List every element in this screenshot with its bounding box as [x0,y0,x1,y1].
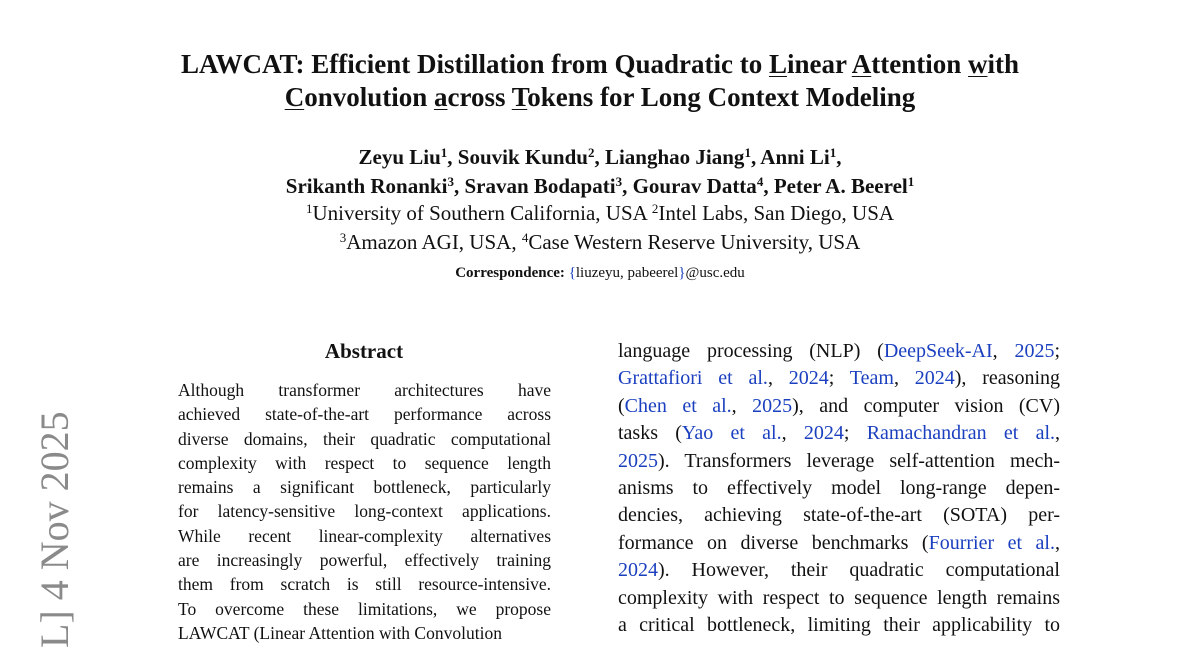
affiliation-line-2 [100,228,1100,257]
correspondence-close-brace: } [678,265,686,281]
abstract-heading: Abstract [324,339,404,363]
correspondence-names[interactable]: liuzeyu, pabeerel [575,265,679,281]
intro-text: language processing (NLP) ( [618,340,884,362]
intro-line [618,530,1060,557]
intro-text: ), and computer vision (CV) [792,394,1060,417]
abstract-line: To overcome these limitations, we propose [178,598,551,619]
citation-link[interactable]: 2024 [914,367,955,390]
citation-link[interactable]: Team [849,367,894,390]
intro-text: formance on diverse benchmarks ( [618,531,929,554]
title-text: okens for Long Context Modeling [527,82,916,112]
correspondence-domain[interactable]: @usc.edu [685,265,745,281]
intro-line [618,365,1060,392]
citation-link[interactable]: Chen et al. [624,394,732,417]
abstract-line: remains a significant bottleneck, particularly [178,477,551,498]
title-acronym-letter: A [851,49,872,79]
author-separator: , [594,145,605,169]
intro-text: , [731,394,753,417]
intro-text: a critical bottleneck, limiting their applicability to [618,614,1060,637]
intro-text: , [781,422,804,445]
intro-text: , [767,367,789,390]
citation-link[interactable]: 2024 [803,422,844,445]
introduction-text [618,338,1060,639]
abstract-line: for latency-sensitive long-context applications. [178,501,551,522]
affiliation-text: Amazon AGI, USA, [346,230,522,254]
author-affiliation-marker: 1 [440,145,448,160]
abstract-line: While recent linear-complexity alternatives [178,525,551,546]
author-separator: , [453,174,465,198]
abstract-line: are increasingly powerful, effectively training [178,550,551,571]
intro-text: , [1055,531,1060,554]
author-affiliation-marker: 1 [744,145,751,160]
title-acronym-letter: L [768,49,787,79]
intro-line [618,393,1060,420]
intro-line [618,612,1060,639]
citation-link[interactable]: Ramachandran et al. [866,422,1056,445]
intro-text: ( [618,394,625,417]
title-line-2 [100,81,1100,114]
citation-link[interactable]: Fourrier et al. [928,531,1055,554]
citation-link[interactable]: 2025 [752,394,793,417]
intro-line [618,338,1060,365]
author-name: Lianghao Jiang [604,145,745,169]
intro-text: ). However, their quadratic computational [658,559,1060,582]
intro-text: , [1055,422,1061,445]
citation-link[interactable]: 2024 [618,559,658,582]
author-separator: , [836,145,842,169]
citation-link[interactable]: Grattafiori et al. [618,367,768,390]
affiliation-marker: 3 [339,230,347,245]
author-affiliation-marker: 3 [447,174,454,189]
author-separator: , [447,145,458,169]
author-separator: , [763,174,774,198]
citation-link[interactable]: 2025 [618,449,658,472]
intro-text: ), reasoning [954,367,1061,390]
author-name: Anni Li [760,145,830,169]
intro-text: anisms to effectively model long-range depen- [618,477,1060,500]
citation-link[interactable]: Yao et al. [681,422,782,445]
intro-line [618,448,1060,475]
citation-link[interactable]: 2024 [788,367,829,390]
title-acronym-letter: w [967,49,988,79]
intro-text: , [893,367,915,390]
arxiv-side-stamp: L] 4 Nov 2025 [32,411,77,648]
correspondence-label: Correspondence: [455,265,565,281]
abstract-line: achieved state-of-the-art performance across [178,404,551,425]
intro-text: ; [828,367,850,390]
correspondence-open-brace: { [568,265,576,281]
author-affiliation-marker: 2 [587,145,595,160]
abstract-line: LAWCAT (Linear Attention with Convolution [178,622,502,643]
author-name: Gourav Datta [632,174,757,198]
affiliation-text: University of Southern California, USA [312,201,652,225]
author-line-1 [100,143,1100,172]
intro-line [618,585,1060,612]
title-text: cross [447,82,512,112]
title-text: LAWCAT: Efficient Distillation from Quadratic to [181,49,769,79]
intro-line [618,502,1060,529]
correspondence [100,263,1100,283]
citation-link[interactable]: 2025 [1014,340,1055,362]
title-acronym-letter: C [284,82,305,112]
paper-title [100,48,1100,114]
intro-text: complexity with respect to sequence length remains [618,586,1060,609]
abstract-line: them from scratch is still resource-intensive. [178,574,551,595]
title-text: ttention [871,49,968,79]
affiliation-line-1 [100,199,1100,228]
intro-line [618,420,1060,447]
title-acronym-letter: a [433,82,448,112]
citation-link[interactable]: DeepSeek-AI [883,340,993,362]
author-name: Peter A. Beerel [773,174,908,198]
author-name: Srikanth Ronanki [285,174,448,198]
affiliation-marker: 2 [651,201,659,216]
intro-text: ; [1054,340,1060,362]
abstract-line: Although transformer architectures have [178,380,551,400]
author-affiliation-marker: 1 [829,145,837,160]
author-list [100,143,1100,201]
affiliation-marker: 4 [521,230,529,245]
title-acronym-letter: T [511,82,528,112]
author-separator: , [750,145,761,169]
affiliation-text: Intel Labs, San Diego, USA [658,201,895,225]
author-name: Zeyu Liu [358,145,441,169]
abstract-body [178,378,551,645]
author-affiliation-marker: 4 [756,174,764,189]
title-text: ith [987,49,1019,79]
intro-text: ). Transformers leverage self-attention mech- [658,449,1060,472]
author-separator: , [622,174,633,198]
affiliation-marker: 1 [305,201,313,216]
title-text: inear [786,49,852,79]
author-name: Souvik Kundu [457,145,588,169]
intro-text: ; [843,422,867,445]
author-name: Sravan Bodapati [464,174,616,198]
title-line-1 [100,48,1100,81]
author-affiliation-marker: 1 [907,174,915,189]
intro-text: tasks ( [618,422,682,445]
abstract-line: diverse domains, their quadratic computational [178,428,551,449]
affiliations [100,199,1100,257]
author-affiliation-marker: 3 [615,174,623,189]
intro-text: dencies, achieving state-of-the-art (SOTA) per- [618,504,1060,527]
intro-line [618,557,1060,584]
title-text: onvolution [304,82,434,112]
affiliation-text: Case Western Reserve University, USA [528,230,861,254]
abstract-line: complexity with respect to sequence length [178,452,551,473]
author-line-2 [100,172,1100,201]
intro-line [618,475,1060,502]
intro-text: , [992,340,1015,362]
